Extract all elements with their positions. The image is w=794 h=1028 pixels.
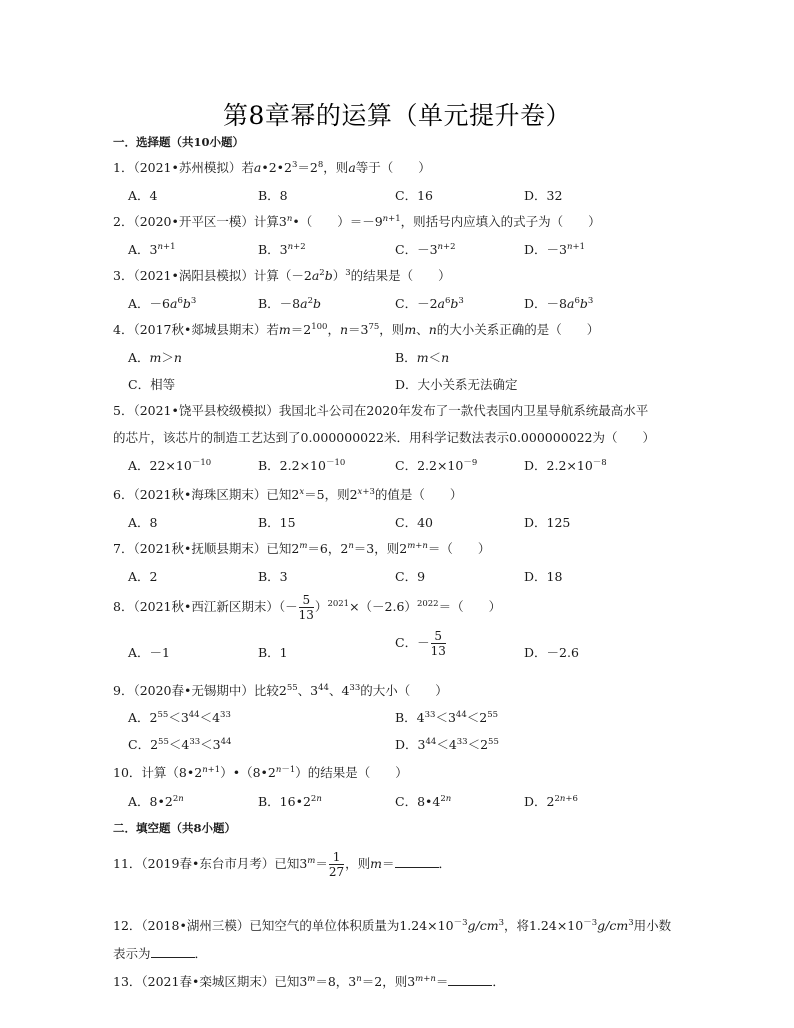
option-c[interactable]: C．$8•4^{2n}$ (395, 794, 452, 809)
answer-blank[interactable] (395, 856, 439, 868)
question-12-line2: 表示为 ． (113, 946, 208, 961)
option-c[interactable]: C．相等 (128, 377, 176, 392)
question-3: 3．（2021•涡阳县模拟）计算$(-2a^2b)^3$的结果是（ ） (113, 268, 451, 283)
option-a[interactable]: A．2 (128, 569, 158, 584)
option-b[interactable]: B．$3^{n+2}$ (258, 242, 306, 257)
question-8: 8．（2021秋•西江新区期末）（－ $\frac{5}{13}$ ）$^{2021}\times(-2.6)^{2022}=$（ ） (113, 593, 502, 622)
question-4: 4．（2017秋•郯城县期末）若$m=2^{100}$，$n=3^{75}$，则m、n的大小关系正确的是（ ） (113, 322, 600, 337)
option-d[interactable]: D．$-8a^6b^3$ (524, 296, 594, 311)
option-c[interactable]: C．$2.2\times 10^{-9}$ (395, 458, 478, 473)
option-c[interactable]: C．－ $\frac{5}{13}$ (395, 629, 446, 658)
answer-blank[interactable] (151, 946, 195, 958)
option-c[interactable]: C．40 (395, 515, 433, 530)
option-c[interactable]: C．16 (395, 188, 433, 203)
question-5-options (128, 456, 688, 474)
question-5-line2: 的芯片，该芯片的制造工艺达到了0.000000022米．用科学记数法表示0.000000022为（ ） (113, 430, 656, 445)
option-c[interactable]: C．9 (395, 569, 426, 584)
option-d[interactable]: D．$2.2\times 10^{-8}$ (524, 458, 607, 473)
option-d[interactable]: D．18 (524, 569, 563, 584)
option-a[interactable]: A．$-6a^6b^3$ (128, 296, 197, 311)
option-b[interactable]: B．m＜n (395, 350, 450, 365)
question-7: 7．（2021秋•抚顺县期末）已知$2^m=6$，$2^n=3$，则$2^{m+n}=$（ ） (113, 541, 491, 556)
option-a[interactable]: A．$22\times 10^{-10}$ (128, 458, 212, 473)
option-b[interactable]: B．$2.2\times 10^{-10}$ (258, 458, 346, 473)
option-d[interactable]: D．$3^{44}<4^{33}<2^{55}$ (395, 737, 499, 752)
question-9: 9．（2020春•无锡期中）比较$2^{55}$、$3^{44}$、$4^{33}$的大小（ ） (113, 683, 448, 698)
fraction: $\frac{1}{27}$ (328, 850, 345, 879)
question-10-options (128, 792, 688, 810)
option-d[interactable]: D．大小关系无法确定 (395, 377, 518, 392)
section-heading-fill: 二．填空题（共8小题） (113, 821, 237, 835)
option-b[interactable]: B．3 (258, 569, 288, 584)
option-b[interactable]: B．8 (258, 188, 288, 203)
section-heading-choice: 一．选择题（共10小题） (113, 135, 245, 149)
question-2: 2．（2020•开平区一模）计算3$^n$•（ ）$=-9^{n+1}$，则括号内应填入的式子为（ ） (113, 214, 601, 229)
question-9-options-row1 (128, 708, 688, 726)
question-9-options-row2 (128, 735, 688, 753)
question-3-options (128, 294, 688, 312)
option-a[interactable]: A．8 (128, 515, 158, 530)
option-b[interactable]: B．$-8a^2b$ (258, 296, 322, 311)
option-a[interactable]: A．$8•2^{2n}$ (128, 794, 184, 809)
question-8-options (128, 629, 688, 661)
option-a[interactable]: A．$2^{55}<3^{44}<4^{33}$ (128, 710, 231, 725)
question-6: 6．（2021秋•海珠区期末）已知$2^x=5$，则$2^{x+3}$的值是（ ） (113, 487, 463, 502)
question-1: 1．（2021•苏州模拟）若$a•2•2^3=2^8$，则a等于（ ） (113, 160, 431, 175)
option-a[interactable]: A．4 (128, 188, 158, 203)
option-b[interactable]: B．$4^{33}<3^{44}<2^{55}$ (395, 710, 499, 725)
question-13: 13．（2021春•栾城区期末）已知$3^m=8$，$3^n=2$，则$3^{m+n}=$ ． (113, 974, 505, 989)
option-c[interactable]: C．$-2a^6b^3$ (395, 296, 464, 311)
option-d[interactable]: D．$-3^{n+1}$ (524, 242, 585, 257)
option-d[interactable]: D．125 (524, 515, 571, 530)
question-2-options (128, 240, 688, 258)
question-10: 10．计算$(8•2^{n+1})•(8•2^{n-1})$的结果是（ ） (113, 765, 408, 780)
option-a[interactable]: A．－1 (128, 645, 170, 660)
option-b[interactable]: B．15 (258, 515, 296, 530)
question-6-options (128, 513, 688, 531)
question-4-options-row1 (128, 348, 688, 366)
page-title: 第8章幂的运算（单元提升卷） (223, 101, 571, 130)
question-7-options (128, 567, 688, 585)
option-a[interactable]: A．$3^{n+1}$ (128, 242, 176, 257)
answer-blank[interactable] (448, 974, 492, 986)
option-d[interactable]: D．－2.6 (524, 645, 579, 660)
option-b[interactable]: B．1 (258, 645, 288, 660)
option-b[interactable]: B．$16•2^{2n}$ (258, 794, 322, 809)
question-5-line1: 5．（2021•饶平县校级模拟）我国北斗公司在2020年发布了一款代表国内卫星导航系统最高水平 (113, 403, 649, 418)
option-d[interactable]: D．32 (524, 188, 563, 203)
question-4-options-row2 (128, 375, 688, 393)
question-1-options (128, 186, 688, 204)
question-12-line1: 12．（2018•湖州三模）已知空气的单位体积质量为$1.24\times 10^{-3}g/cm^3$，将$1.24\times 10^{-3}g/cm^3$用小数 (113, 918, 672, 933)
option-c[interactable]: C．$2^{55}<4^{33}<3^{44}$ (128, 737, 232, 752)
question-11: 11．（2019春•东台市月考）已知$3^m=$ $\frac{1}{27}$ ，则m＝ ． (113, 850, 452, 879)
option-a[interactable]: A．m＞n (128, 350, 182, 365)
option-c[interactable]: C．$-3^{n+2}$ (395, 242, 456, 257)
option-d[interactable]: D．$2^{2n+6}$ (524, 794, 578, 809)
fraction: $\frac{5}{13}$ (298, 593, 314, 622)
